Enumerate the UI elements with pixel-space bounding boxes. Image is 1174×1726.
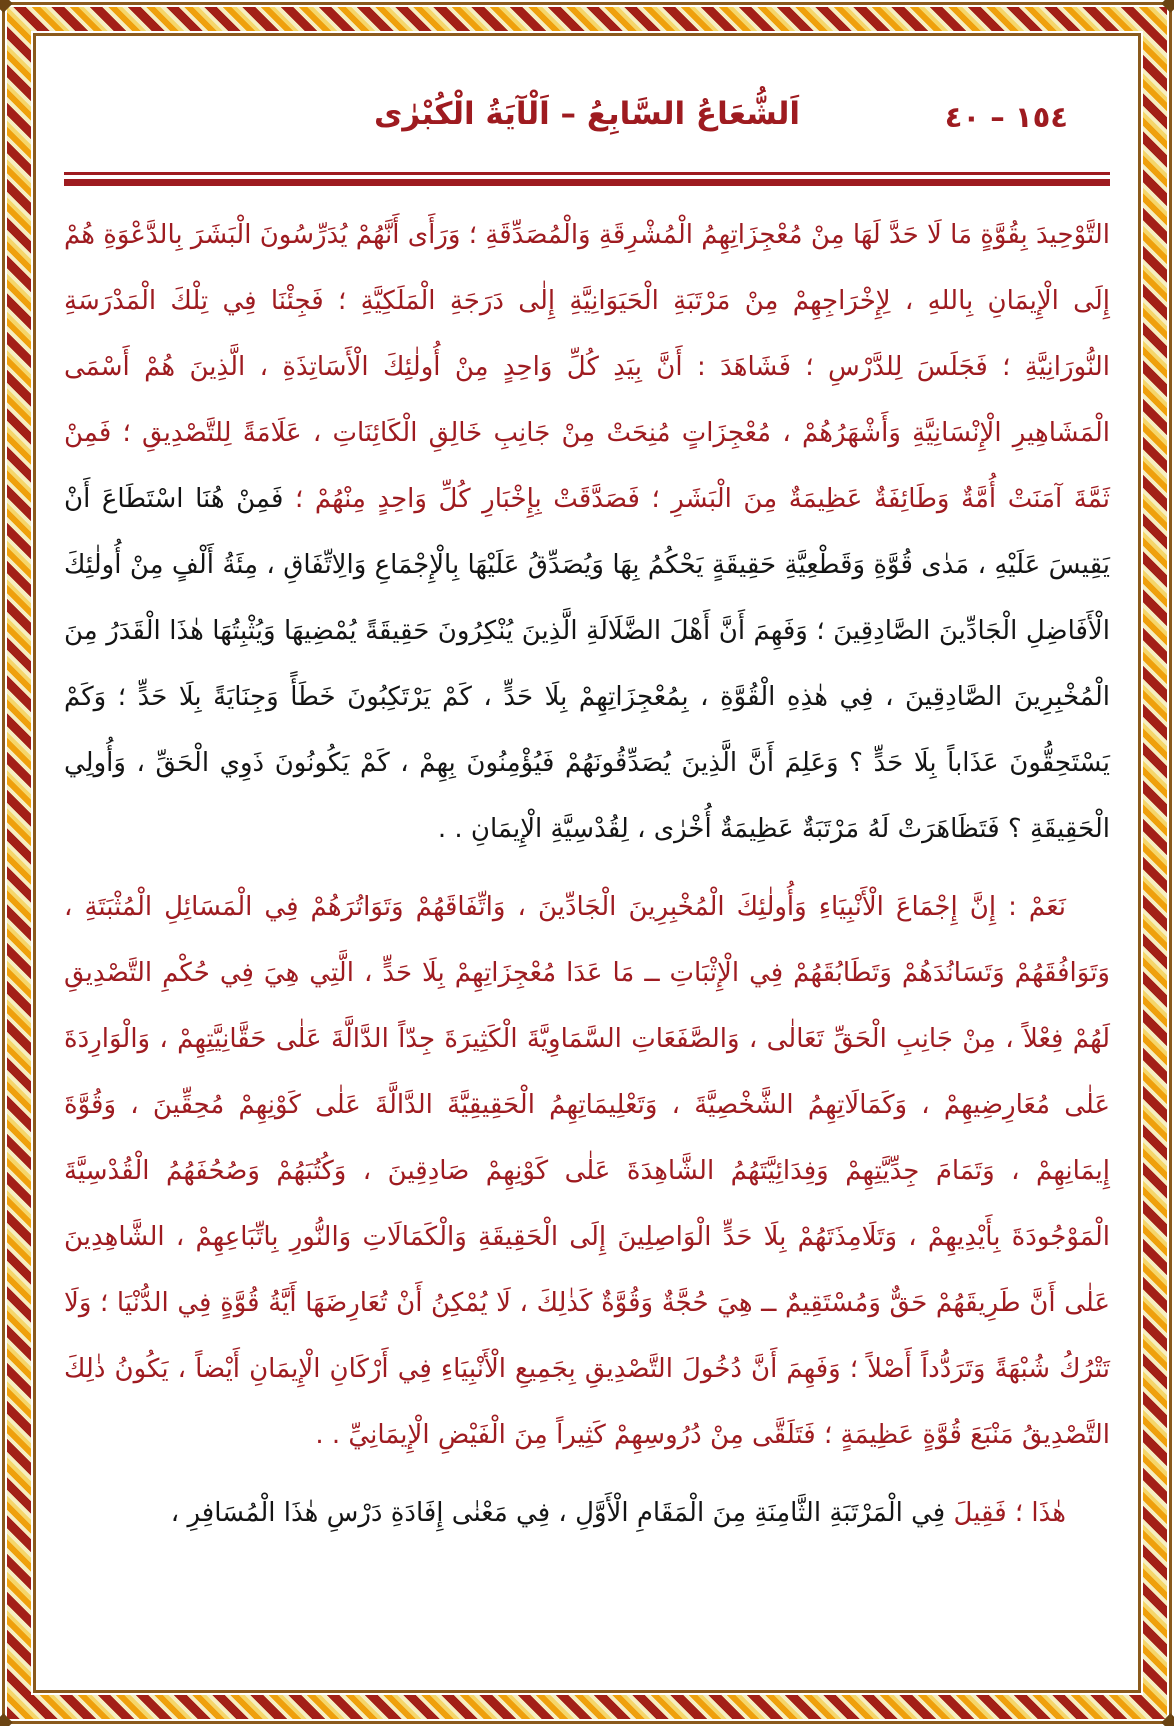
corner-ornament-bottom-right [1161, 1713, 1174, 1726]
page-header [64, 68, 1110, 172]
document-body [64, 202, 1110, 1546]
page-title: اَلشُّعَاعُ السَّابِعُ – اَلْآيَةُ الْكُبْرٰى [373, 96, 801, 132]
paragraph-1-black-segment: فَمِنْ هُنَا اسْتَطَاعَ أَنْ يَقِيسَ عَلَيْهِ ، مَدٰى قُوَّةِ وَقَطْعِيَّةِ حَقِيقَةٍ يَحْكُمُ بِهَا وَيُصَدِّقُ عَلَيْهَا بِالْإِجْمَاعِ وَالِاتِّفَاقِ ، مِئَةُ أَلْفٍ مِنْ أُولٰئِكَ الْأَفَاضِلِ الْجَادِّينَ الصَّادِقِينَ ؛ وَفَهِمَ أَنَّ أَهْلَ الضَّلَالَةِ الَّذِينَ يُنْكِرُونَ حَقِيقَةً يُمْضِيهَا وَيُثْبِتُهَا هٰذَا الْقَدَرُ مِنَ الْمُخْبِرِينَ الصَّادِقِينَ ، فِي هٰذِهِ الْقُوَّةِ ، بِمُعْجِزَاتِهِمْ بِلَا حَدٍّ ، كَمْ يَرْتَكِبُونَ خَطَأً وَجِنَايَةً بِلَا حَدٍّ ؛ وَكَمْ يَسْتَحِقُّونَ عَذَاباً بِلَا حَدٍّ ؟ وَعَلِمَ أَنَّ الَّذِينَ يُصَدِّقُونَهُمْ فَيُؤْمِنُونَ بِهِمْ ، كَمْ يَكُونُونَ ذَوِي الْحَقِّ ، وَأُولِي الْحَقِيقَةِ ؟ فَتَظَاهَرَتْ لَهُ مَرْتَبَةٌ عَظِيمَةٌ أُخْرٰى ، لِقُدْسِيَّةِ الْإِيمَانِ . . [64, 484, 1110, 844]
paragraph-2-red-segment: نَعَمْ : إِنَّ إِجْمَاعَ الْأَنْبِيَاءِ وَأُولٰئِكَ الْمُخْبِرِينَ الْجَادِّينَ ، وَاتِّفَاقَهُمْ وَتَوَاتُرَهُمْ فِي الْمَسَائِلِ الْمُثْبَتَةِ ، وَتَوَافُقَهُمْ وَتَسَانُدَهُمْ وَتَطَابُقَهُمْ فِي الْإِثْبَاتِ ــ مَا عَدَا مُعْجِزَاتِهِمْ بِلَا حَدٍّ ، الَّتِي هِيَ فِي حُكْمِ التَّصْدِيقِ لَهُمْ فِعْلاً ، مِنْ جَانِبِ الْحَقِّ تَعَالٰى ، وَالصَّفَعَاتِ السَّمَاوِيَّةَ الْكَثِيرَةَ جِدّاً الدَّالَّةَ عَلٰى حَقَّانِيَّتِهِمْ ، وَالْوَارِدَةَ عَلٰى مُعَارِضِيهِمْ ، وَكَمَالَاتِهِمُ الشَّخْصِيَّةَ ، وَتَعْلِيمَاتِهِمُ الْحَقِيقِيَّةَ الدَّالَّةَ عَلٰى كَوْنِهِمْ مُحِقِّينَ ، وَقُوَّةَ إِيمَانِهِمْ ، وَتَمَامَ جِدِّيَّتِهِمْ وَفِدَائِيَّتَهُمُ الشَّاهِدَةَ عَلٰى كَوْنِهِمْ صَادِقِينَ ، وَكُتُبَهُمْ وَصُحُفَهُمُ الْقُدْسِيَّةَ الْمَوْجُودَةَ بِأَيْدِيهِمْ ، وَتَلَامِذَتَهُمْ بِلَا حَدٍّ الْوَاصِلِينَ إِلَى الْحَقِيقَةِ وَالْكَمَالَاتِ وَالنُّورِ بِاتِّبَاعِهِمْ ، الشَّاهِدِينَ عَلٰى أَنَّ طَرِيقَهُمْ حَقٌّ وَمُسْتَقِيمٌ ــ هِيَ حُجَّةٌ وَقُوَّةٌ كَذٰلِكَ ، لَا يُمْكِنُ أَنْ تُعَارِضَهَا أَيَّةُ قُوَّةٍ فِي الدُّنْيَا ؛ وَلَا تَتْرُكُ شُبْهَةً وَتَرَدُّداً أَصْلاً ؛ وَفَهِمَ أَنَّ دُخُولَ التَّصْدِيقِ بِجَمِيعِ الْأَنْبِيَاءِ فِي أَرْكَانِ الْإِيمَانِ أَيْضاً ، يَكُونُ ذٰلِكَ التَّصْدِيقُ مَنْبَعَ قُوَّةٍ عَظِيمَةٍ ؛ فَتَلَقَّى مِنْ دُرُوسِهِمْ كَثِيراً مِنَ الْفَيْضِ الْإِيمَانِيِّ . . [64, 892, 1110, 1450]
corner-ornament-top-left [0, 0, 13, 13]
page-content [64, 38, 1110, 1686]
page-number: ١٥٤ – ٤٠ [944, 100, 1068, 134]
paragraph-3 [64, 1480, 1110, 1546]
corner-ornament-bottom-left [0, 1713, 13, 1726]
header-divider-thin [64, 172, 1110, 175]
paragraph-2 [64, 874, 1110, 1468]
paragraph-1 [64, 202, 1110, 862]
paragraph-1-red-segment: التَّوْحِيدَ بِقُوَّةٍ مَا لَا حَدَّ لَهَا مِنْ مُعْجِزَاتِهِمُ الْمُشْرِقَةِ وَالْمُصَدِّقَةِ ؛ وَرَأَى أَنَّهُمْ يُدَرِّسُونَ الْبَشَرَ بِالدَّعْوَةِ هُمْ إِلَى الْإِيمَانِ بِاللهِ ، لِإِخْرَاجِهِمْ مِنْ مَرْتَبَةِ الْحَيَوَانِيَّةِ إِلٰى دَرَجَةِ الْمَلَكِيَّةِ ؛ فَجِئْنَا فِي تِلْكَ الْمَدْرَسَةِ النُّورَانِيَّةِ ؛ فَجَلَسَ لِلدَّرْسِ ؛ فَشَاهَدَ : أَنَّ بِيَدِ كُلِّ وَاحِدٍ مِنْ أُولٰئِكَ الْأَسَاتِذَةِ ، الَّذِينَ هُمْ أَسْمَى الْمَشَاهِيرِ الْإِنْسَانِيَّةِ وَأَشْهَرُهُمْ ، مُعْجِزَاتٍ مُنِحَتْ مِنْ جَانِبِ خَالِقِ الْكَائِنَاتِ ، عَلَامَةً لِلتَّصْدِيقِ ؛ فَمِنْ ثَمَّةَ آمَنَتْ أُمَّةٌ وَطَائِفَةٌ عَظِيمَةٌ مِنَ الْبَشَرِ ؛ فَصَدَّقَتْ بِإِخْبَارِ كُلِّ وَاحِدٍ مِنْهُمْ ؛ [64, 220, 1110, 514]
corner-ornament-top-right [1161, 0, 1174, 13]
header-divider-thick [64, 179, 1110, 186]
paragraph-3-red-segment: هٰذَا ؛ فَقِيلَ [953, 1498, 1066, 1528]
paragraph-3-black-segment: فِي الْمَرْتَبَةِ الثَّامِنَةِ مِنَ الْمَقَامِ الْأَوَّلِ ، فِي مَعْنٰى إِفَادَةِ دَرْسِ هٰذَا الْمُسَافِرِ ، [170, 1498, 946, 1528]
